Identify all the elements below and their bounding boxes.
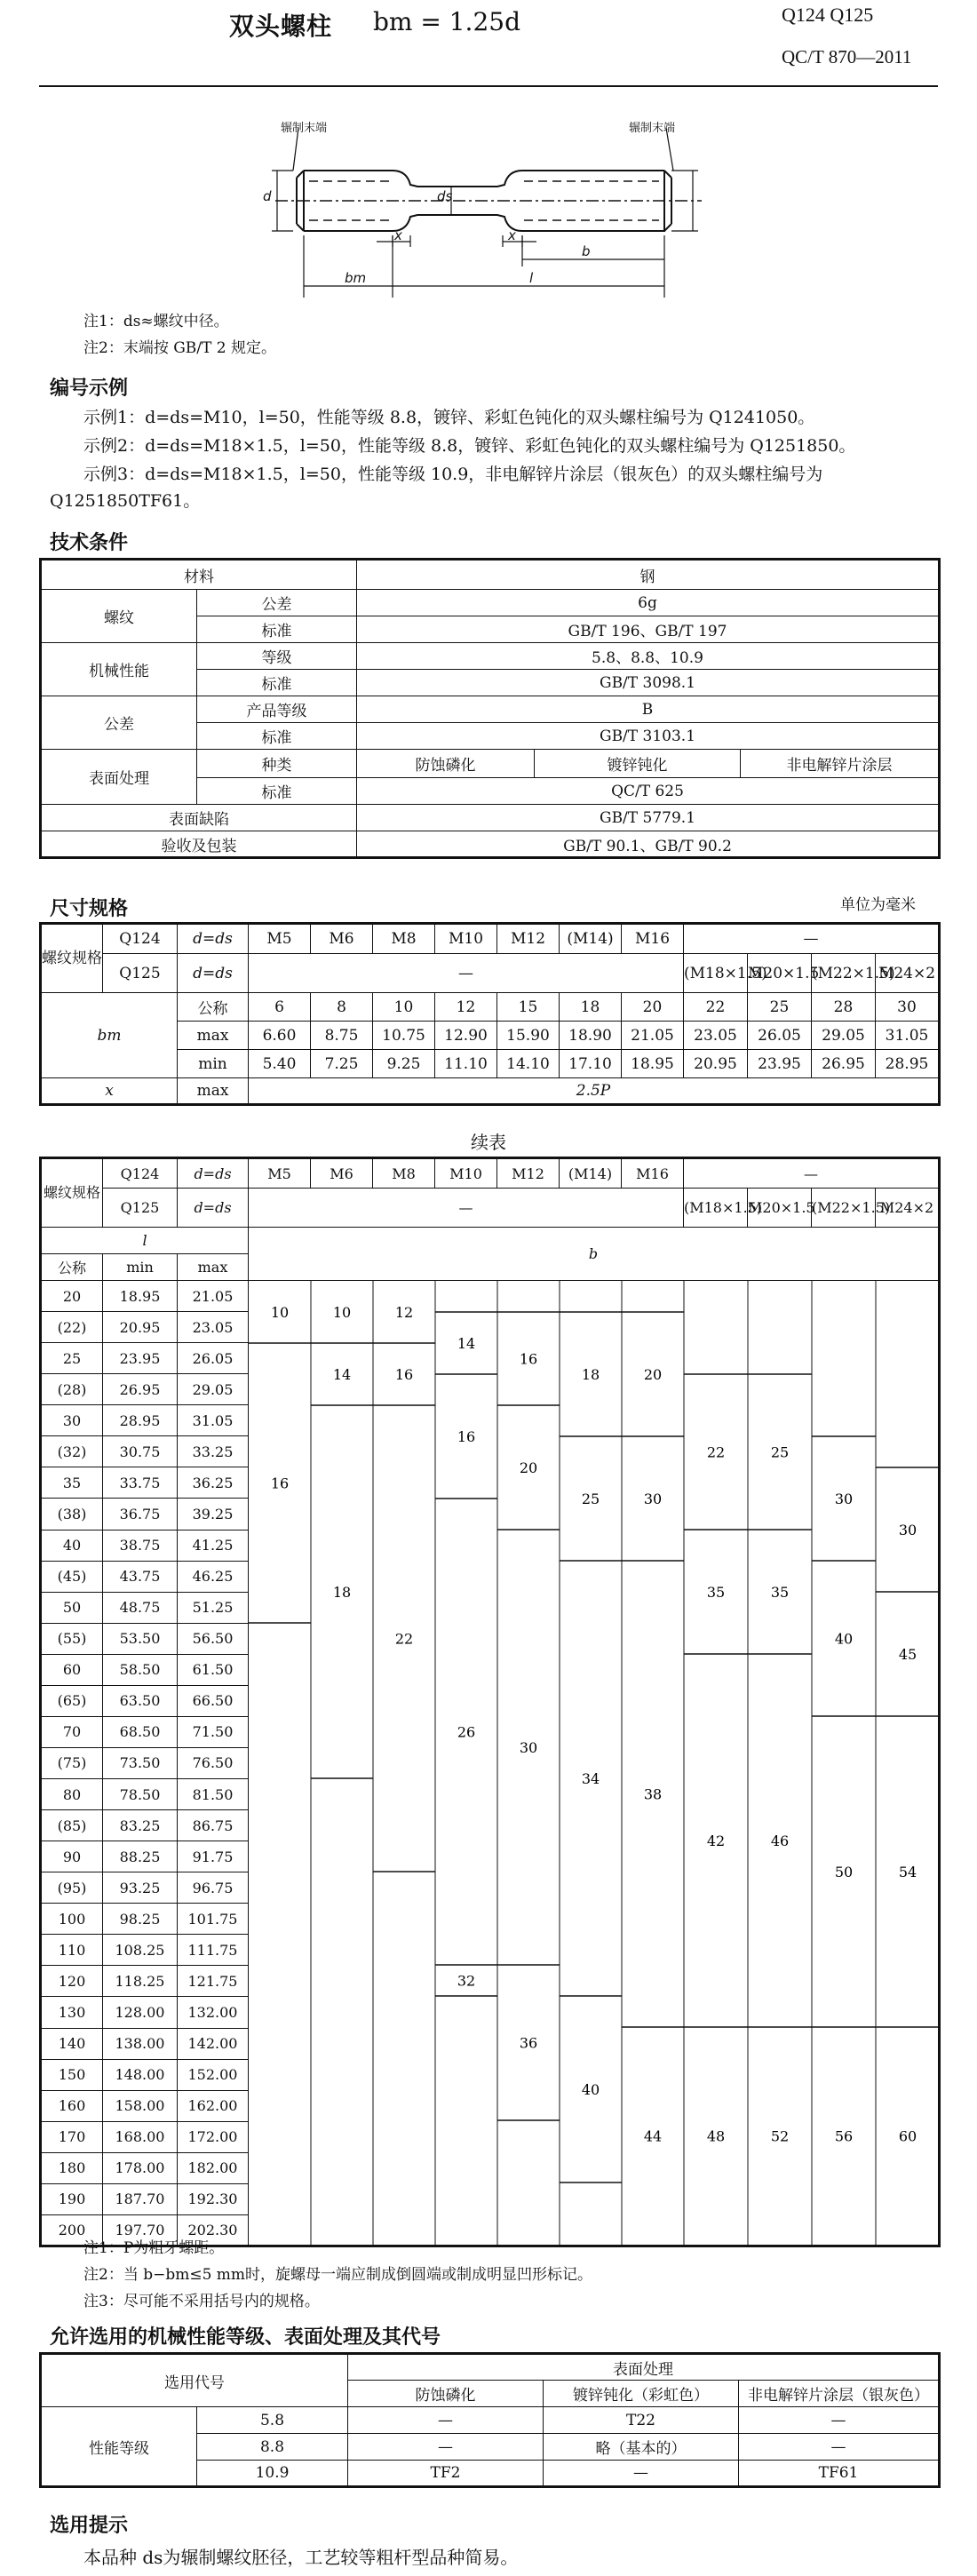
dash-124: — [249, 954, 684, 993]
bm-nominal: 8 [311, 993, 373, 1022]
b-value-m14: 34 [581, 1770, 600, 1787]
bm-nominal: 30 [876, 993, 940, 1022]
mid-note-2: 注2：当 b−bm≤5 mm时，旋螺母一端应制成倒圆端或制成明显凹形标记。 [83, 2266, 593, 2284]
spec-label: 螺纹规格 [41, 924, 103, 993]
max-label: max [178, 1078, 249, 1105]
b-value-area [249, 1281, 940, 2246]
diagram-dim-ds: ds [437, 188, 453, 204]
b-value-m10: 16 [457, 1428, 476, 1445]
l-min: 88.25 [103, 1841, 178, 1872]
l-max: 86.75 [178, 1810, 249, 1841]
l-max: 192.30 [178, 2183, 249, 2214]
b-value-m8: 22 [394, 1630, 414, 1648]
d-eq-ds: d=ds [178, 954, 249, 993]
b-value-m12: 30 [519, 1739, 538, 1756]
selection-heading: 选用提示 [50, 2515, 129, 2537]
size-m22: (M22×1.5) [812, 1189, 876, 1228]
b-label: b [249, 1228, 940, 1281]
size-m14: (M14) [560, 1158, 622, 1189]
size-m20: M20×1.5 [748, 1189, 812, 1228]
l-nominal: (28) [41, 1374, 103, 1405]
grade-value: 10.9 [197, 2461, 348, 2487]
l-min: 187.70 [103, 2183, 178, 2214]
b-value-m10: 32 [457, 1972, 476, 1990]
defect-standard: GB/T 5779.1 [357, 805, 940, 831]
x-label: x [41, 1078, 178, 1105]
grade-value: 5.8、8.8、10.9 [357, 643, 940, 670]
bm-nominal: 22 [684, 993, 748, 1022]
l-nominal: (85) [41, 1810, 103, 1841]
l-min: 158.00 [103, 2090, 178, 2121]
diagram-dim-b: b [582, 243, 591, 259]
l-max: 51.25 [178, 1592, 249, 1623]
l-min: 118.25 [103, 1966, 178, 1997]
l-nominal: 110 [41, 1935, 103, 1966]
bm-nominal: 6 [249, 993, 311, 1022]
b-value-m22: 40 [834, 1630, 854, 1648]
allowed-cell: — [739, 2434, 940, 2461]
allowed-cell: — [348, 2434, 544, 2461]
kind-label: 种类 [197, 750, 357, 778]
b-value-m14: 40 [581, 2081, 600, 2098]
material-label: 材料 [41, 560, 357, 590]
example-1: 示例1：d=ds=M10，l=50，性能等级 8.8，镀锌、彩虹色钝化的双头螺柱编号为 Q1241050。 [83, 408, 815, 427]
x-value: 2.5P [249, 1078, 940, 1105]
bm-min: 18.95 [622, 1050, 684, 1078]
l-nominal: 140 [41, 2028, 103, 2059]
size-m20: M20×1.5 [748, 954, 812, 993]
l-max: 132.00 [178, 1997, 249, 2028]
tolerance-label: 公差 [197, 590, 357, 616]
l-max: 23.05 [178, 1312, 249, 1343]
l-nominal: (22) [41, 1312, 103, 1343]
tech-heading: 技术条件 [50, 532, 129, 554]
l-nominal: 50 [41, 1592, 103, 1623]
l-max: 111.75 [178, 1935, 249, 1966]
spec-label: 螺纹规格 [41, 1158, 103, 1228]
l-nominal: (65) [41, 1685, 103, 1716]
mech-standard: GB/T 3098.1 [357, 670, 940, 696]
surface-treatment-label: 表面处理 [348, 2354, 940, 2381]
bm-nominal: 25 [748, 993, 812, 1022]
b-value-m6: 10 [332, 1304, 352, 1321]
grade-value: 8.8 [197, 2434, 348, 2461]
b-value-m6: 14 [332, 1366, 352, 1383]
product-grade-label: 产品等级 [197, 696, 357, 723]
tol-standard: GB/T 3103.1 [357, 723, 940, 750]
standard-label: 标准 [197, 778, 357, 805]
stud-diagram [0, 89, 977, 302]
l-max: 41.25 [178, 1530, 249, 1561]
header-rule [39, 85, 938, 87]
l-max: 61.50 [178, 1654, 249, 1685]
b-value-m8: 16 [394, 1366, 414, 1383]
l-nominal: (75) [41, 1747, 103, 1778]
size-m18: (M18×1.5) [684, 1189, 748, 1228]
examples-heading: 编号示例 [50, 378, 129, 400]
b-value-m24: 60 [898, 2127, 917, 2145]
size-table [39, 922, 941, 1106]
l-min: 93.25 [103, 1872, 178, 1904]
l-nominal: 120 [41, 1966, 103, 1997]
min-label: min [178, 1050, 249, 1078]
tolerance-value: 6g [357, 590, 940, 616]
title-formula: bm = 1.25d [373, 7, 521, 36]
accept-standard: GB/T 90.1、GB/T 90.2 [357, 831, 940, 858]
tech-table [39, 558, 941, 859]
bm-label: bm [41, 993, 178, 1078]
size-m24: M24×2 [876, 1189, 940, 1228]
tol-label: 公差 [41, 696, 197, 750]
l-nominal: 20 [41, 1281, 103, 1312]
surface-label: 表面处理 [41, 750, 197, 805]
code-label: 选用代号 [41, 2354, 348, 2407]
l-max: 36.25 [178, 1467, 249, 1499]
l-min: 63.50 [103, 1685, 178, 1716]
l-nominal: 60 [41, 1654, 103, 1685]
b-value-grid [249, 1281, 940, 2245]
l-min: 53.50 [103, 1623, 178, 1654]
thread-standard: GB/T 196、GB/T 197 [357, 616, 940, 643]
l-max: 56.50 [178, 1623, 249, 1654]
size-m12: M12 [497, 1158, 560, 1189]
b-value-m12: 16 [519, 1350, 538, 1368]
kind-2: 镀锌钝化 [535, 750, 741, 778]
selection-text: 本品种 ds为辗制螺纹胚径，工艺较等粗杆型品种简易。 [83, 2547, 519, 2568]
l-nominal: 25 [41, 1343, 103, 1374]
example-3-cont: Q1251850TF61。 [50, 491, 201, 511]
example-2: 示例2：d=ds=M18×1.5，l=50，性能等级 8.8，镀锌、彩虹色钝化的双头螺柱编号为 Q1251850。 [83, 436, 856, 456]
l-nominal: 130 [41, 1997, 103, 2028]
l-min: 43.75 [103, 1561, 178, 1592]
l-nominal: 160 [41, 2090, 103, 2121]
allowed-cell: T22 [544, 2407, 739, 2434]
l-max: 162.00 [178, 2090, 249, 2121]
size-m10: M10 [435, 924, 497, 954]
size-m5: M5 [249, 1158, 311, 1189]
size-m18: (M18×1.5) [684, 954, 748, 993]
nominal-label: 公称 [178, 993, 249, 1022]
b-value-m18: 35 [706, 1584, 726, 1601]
size-m8: M8 [373, 1158, 435, 1189]
bm-max: 10.75 [373, 1022, 435, 1050]
kind-3: 非电解锌片涂层 [741, 750, 940, 778]
l-min: 36.75 [103, 1499, 178, 1530]
l-min: 138.00 [103, 2028, 178, 2059]
l-min: 38.75 [103, 1530, 178, 1561]
allowed-cell: — [739, 2407, 940, 2434]
l-nominal: (95) [41, 1872, 103, 1904]
b-value-m24: 45 [898, 1646, 917, 1663]
bm-min: 5.40 [249, 1050, 311, 1078]
l-max: 39.25 [178, 1499, 249, 1530]
size-m16: M16 [622, 1158, 684, 1189]
b-value-m14: 18 [581, 1366, 600, 1383]
continued-table-wrap [39, 1157, 938, 2238]
mid-note-3: 注3：尽可能不采用括号内的规格。 [83, 2293, 320, 2310]
size-m16: M16 [622, 924, 684, 954]
bm-max: 23.05 [684, 1022, 748, 1050]
bm-max: 6.60 [249, 1022, 311, 1050]
l-min: 148.00 [103, 2059, 178, 2090]
b-value-m10: 14 [457, 1335, 476, 1352]
l-max: 33.25 [178, 1436, 249, 1467]
l-min: 48.75 [103, 1592, 178, 1623]
l-nominal: (55) [41, 1623, 103, 1654]
note-2: 注2：末端按 GB/T 2 规定。 [83, 339, 276, 357]
b-value-m18: 48 [706, 2127, 726, 2145]
l-max: 71.50 [178, 1716, 249, 1747]
size-m6: M6 [311, 1158, 373, 1189]
surface-standard: QC/T 625 [357, 778, 940, 805]
material-value: 钢 [357, 560, 940, 590]
b-value-m20: 46 [770, 1833, 790, 1849]
l-min: 83.25 [103, 1810, 178, 1841]
diagram-dim-bm: bm [345, 270, 367, 286]
l-max: 91.75 [178, 1841, 249, 1872]
grade-label: 性能等级 [41, 2407, 197, 2487]
l-nominal: 80 [41, 1779, 103, 1810]
b-value-m20: 52 [770, 2127, 790, 2145]
bm-min: 14.10 [497, 1050, 560, 1078]
b-value-m12: 20 [519, 1459, 538, 1476]
bm-max: 15.90 [497, 1022, 560, 1050]
l-nominal: 35 [41, 1467, 103, 1499]
l-nominal: (38) [41, 1499, 103, 1530]
mid-note-1: 注1：P为粗牙螺距。 [83, 2239, 225, 2257]
accept-label: 验收及包装 [41, 831, 357, 858]
standard-number: QC/T 870—2011 [782, 46, 912, 68]
l-min: 23.95 [103, 1343, 178, 1374]
min-label: min [103, 1254, 178, 1281]
b-value-m24: 54 [898, 1864, 917, 1880]
bm-min: 28.95 [876, 1050, 940, 1078]
bm-max: 21.05 [622, 1022, 684, 1050]
l-nominal: 90 [41, 1841, 103, 1872]
l-max: 31.05 [178, 1405, 249, 1436]
b-value-m16: 38 [643, 1785, 663, 1803]
example-3: 示例3：d=ds=M18×1.5，l=50，性能等级 10.9，非电解锌片涂层（银灰色）的双头螺柱编号为 [83, 465, 823, 484]
defect-label: 表面缺陷 [41, 805, 357, 831]
l-min: 33.75 [103, 1467, 178, 1499]
l-nominal: 100 [41, 1904, 103, 1935]
bm-min: 7.25 [311, 1050, 373, 1078]
b-value-m16: 44 [643, 2127, 663, 2145]
l-nominal: 170 [41, 2121, 103, 2152]
diagram-dim-x-right: x [508, 227, 516, 243]
l-max: 101.75 [178, 1904, 249, 1935]
continued-table [39, 1157, 941, 2247]
dash-124: — [249, 1189, 684, 1228]
size-m10: M10 [435, 1158, 497, 1189]
l-min: 108.25 [103, 1935, 178, 1966]
continued-title: 续表 [471, 1132, 506, 1153]
l-min: 58.50 [103, 1654, 178, 1685]
l-min: 18.95 [103, 1281, 178, 1312]
bm-min: 9.25 [373, 1050, 435, 1078]
l-min: 197.70 [103, 2214, 178, 2246]
thread-label: 螺纹 [41, 590, 197, 643]
size-m12: M12 [497, 924, 560, 954]
bm-max: 18.90 [560, 1022, 622, 1050]
l-nominal: (32) [41, 1436, 103, 1467]
bm-min: 26.95 [812, 1050, 876, 1078]
l-min: 28.95 [103, 1405, 178, 1436]
diagram-dim-d: d [263, 188, 272, 204]
l-max: 21.05 [178, 1281, 249, 1312]
q125-label: Q125 [103, 1189, 178, 1228]
l-max: 172.00 [178, 2121, 249, 2152]
l-max: 29.05 [178, 1374, 249, 1405]
bm-nominal: 15 [497, 993, 560, 1022]
bm-min: 17.10 [560, 1050, 622, 1078]
b-value-m18: 22 [706, 1443, 726, 1461]
bm-max: 8.75 [311, 1022, 373, 1050]
l-max: 46.25 [178, 1561, 249, 1592]
kind-1: 防蚀磷化 [357, 750, 535, 778]
allowed-cell: TF2 [348, 2461, 544, 2487]
bm-max: 31.05 [876, 1022, 940, 1050]
b-value-m8: 12 [394, 1304, 414, 1321]
size-m14: (M14) [560, 924, 622, 954]
allowed-heading: 允许选用的机械性能等级、表面处理及其代号 [50, 2326, 441, 2349]
l-min: 26.95 [103, 1374, 178, 1405]
l-nominal: 150 [41, 2059, 103, 2090]
b-value-m24: 30 [898, 1522, 917, 1538]
allowed-col-1: 防蚀磷化 [348, 2381, 544, 2407]
diagram-label-left-end: 辗制末端 [281, 122, 328, 135]
size-m22: (M22×1.5) [812, 954, 876, 993]
l-min: 20.95 [103, 1312, 178, 1343]
q125-label: Q125 [103, 954, 178, 993]
b-value-m20: 35 [770, 1584, 790, 1601]
size-heading: 尺寸规格 [50, 898, 129, 920]
l-max: 142.00 [178, 2028, 249, 2059]
standard-label: 标准 [197, 670, 357, 696]
bm-nominal: 12 [435, 993, 497, 1022]
l-min: 30.75 [103, 1436, 178, 1467]
bm-nominal: 28 [812, 993, 876, 1022]
b-value-m5: 16 [270, 1475, 290, 1492]
l-max: 121.75 [178, 1966, 249, 1997]
l-max: 66.50 [178, 1685, 249, 1716]
diagram-dim-x-left: x [394, 227, 402, 243]
l-nominal: 200 [41, 2214, 103, 2246]
allowed-cell: 略（基本的） [544, 2434, 739, 2461]
l-min: 73.50 [103, 1747, 178, 1778]
d-eq-ds: d=ds [178, 1189, 249, 1228]
max-label: max [178, 1022, 249, 1050]
d-eq-ds: d=ds [178, 1158, 249, 1189]
allowed-cell: TF61 [739, 2461, 940, 2487]
size-m5: M5 [249, 924, 311, 954]
dash-125: — [684, 924, 940, 954]
bm-max: 26.05 [748, 1022, 812, 1050]
size-m6: M6 [311, 924, 373, 954]
allowed-cell: — [348, 2407, 544, 2434]
q124-label: Q124 [103, 1158, 178, 1189]
diagram-label-right-end: 辗制末端 [629, 122, 676, 135]
l-nominal: 40 [41, 1530, 103, 1561]
bm-min: 11.10 [435, 1050, 497, 1078]
b-value-m22: 30 [834, 1491, 854, 1507]
bm-min: 23.95 [748, 1050, 812, 1078]
l-max: 96.75 [178, 1872, 249, 1904]
l-nominal: (45) [41, 1561, 103, 1592]
bm-max: 12.90 [435, 1022, 497, 1050]
b-value-m12: 36 [519, 2034, 538, 2052]
b-value-m22: 56 [834, 2127, 854, 2145]
allowed-table [39, 2352, 941, 2488]
bm-min: 20.95 [684, 1050, 748, 1078]
standard-label: 标准 [197, 616, 357, 643]
l-max: 76.50 [178, 1747, 249, 1778]
l-max: 26.05 [178, 1343, 249, 1374]
l-min: 98.25 [103, 1904, 178, 1935]
b-value-m6: 18 [332, 1584, 352, 1601]
b-value-m16: 20 [643, 1366, 663, 1383]
l-max: 81.50 [178, 1779, 249, 1810]
nominal-label: 公称 [41, 1254, 103, 1281]
l-min: 78.50 [103, 1779, 178, 1810]
b-value-m16: 30 [643, 1491, 663, 1507]
product-codes: Q124 Q125 [782, 4, 874, 26]
l-max: 202.30 [178, 2214, 249, 2246]
max-label: max [178, 1254, 249, 1281]
grade-value: 5.8 [197, 2407, 348, 2434]
standard-label: 标准 [197, 723, 357, 750]
l-nominal: 30 [41, 1405, 103, 1436]
l-label: l [41, 1228, 249, 1254]
l-nominal: 70 [41, 1716, 103, 1747]
l-max: 152.00 [178, 2059, 249, 2090]
l-max: 182.00 [178, 2152, 249, 2183]
note-1: 注1：ds≈螺纹中径。 [83, 313, 229, 330]
b-value-m20: 25 [770, 1443, 790, 1461]
l-nominal: 190 [41, 2183, 103, 2214]
d-eq-ds: d=ds [178, 924, 249, 954]
diagram-dim-l: l [529, 270, 534, 286]
bm-nominal: 20 [622, 993, 684, 1022]
size-m24: M24×2 [876, 954, 940, 993]
b-value-m10: 26 [457, 1723, 476, 1741]
b-value-m14: 25 [581, 1491, 600, 1507]
product-grade-value: B [357, 696, 940, 723]
unit-label: 单位为毫米 [840, 896, 916, 914]
l-nominal: 180 [41, 2152, 103, 2183]
allowed-col-3: 非电解锌片涂层（银灰色） [739, 2381, 940, 2407]
size-m8: M8 [373, 924, 435, 954]
l-min: 168.00 [103, 2121, 178, 2152]
bm-max: 29.05 [812, 1022, 876, 1050]
grade-label: 等级 [197, 643, 357, 670]
l-min: 128.00 [103, 1997, 178, 2028]
allowed-cell: — [544, 2461, 739, 2487]
mech-label: 机械性能 [41, 643, 197, 696]
q124-label: Q124 [103, 924, 178, 954]
bm-nominal: 10 [373, 993, 435, 1022]
b-value-m18: 42 [706, 1833, 726, 1849]
l-min: 68.50 [103, 1716, 178, 1747]
b-value-m22: 50 [834, 1864, 854, 1880]
bm-nominal: 18 [560, 993, 622, 1022]
page-title: 双头螺柱 [229, 12, 333, 41]
b-value-m5: 10 [270, 1304, 290, 1321]
l-min: 178.00 [103, 2152, 178, 2183]
allowed-col-2: 镀锌钝化（彩虹色） [544, 2381, 739, 2407]
dash-125: — [684, 1158, 940, 1189]
